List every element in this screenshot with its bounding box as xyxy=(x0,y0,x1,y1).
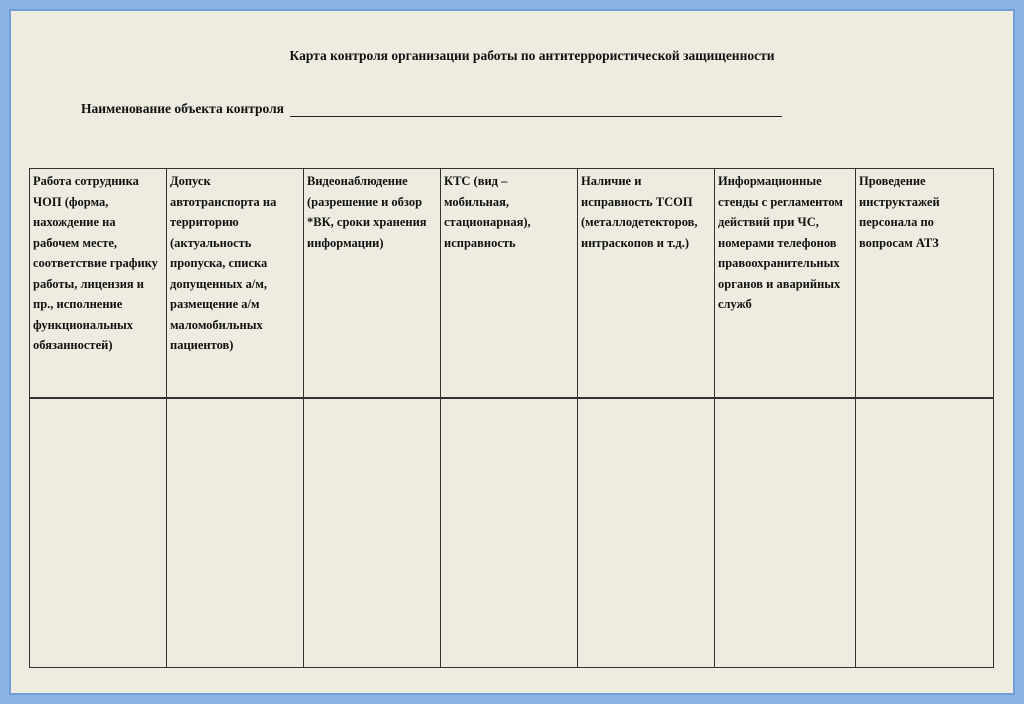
table-header-row xyxy=(30,169,994,399)
table-cell[interactable] xyxy=(304,398,441,668)
table-cell[interactable] xyxy=(441,398,578,668)
table-cell[interactable] xyxy=(30,398,167,668)
header-cell: КТС (вид – мобильная, стационарная), исправность xyxy=(441,169,578,399)
table-cell[interactable] xyxy=(856,398,994,668)
header-cell: Проведение инструктажей персонала по вопросам АТЗ xyxy=(856,169,994,399)
control-table xyxy=(29,168,994,668)
object-name-line xyxy=(81,101,782,117)
object-name-field[interactable] xyxy=(290,102,782,117)
table-cell[interactable] xyxy=(715,398,856,668)
object-name-label: Наименование объекта контроля xyxy=(81,101,284,116)
document-title: Карта контроля организации работы по антитеррористической защищенности xyxy=(289,48,775,63)
table-row xyxy=(30,398,994,668)
table-cell[interactable] xyxy=(167,398,304,668)
header-cell: Работа сотрудника ЧОП (форма, нахождение на рабочем месте, соответствие графику работы, лицензия и пр., исполнение функциональных обязанностей) xyxy=(30,169,167,399)
table-cell[interactable] xyxy=(578,398,715,668)
header-cell: Допуск автотранспорта на территорию (актуальность пропуска, списка допущенных а/м, размещение а/м маломобильных пациентов) xyxy=(167,169,304,399)
header-cell: Видеонаблюдение (разрешение и обзор *ВК, сроки хранения информации) xyxy=(304,169,441,399)
header-cell: Информационные стенды с регламентом действий при ЧС, номерами телефонов правоохранительных органов и аварийных служб xyxy=(715,169,856,399)
header-cell: Наличие и исправность ТСОП (металлодетекторов, интраскопов и т.д.) xyxy=(578,169,715,399)
